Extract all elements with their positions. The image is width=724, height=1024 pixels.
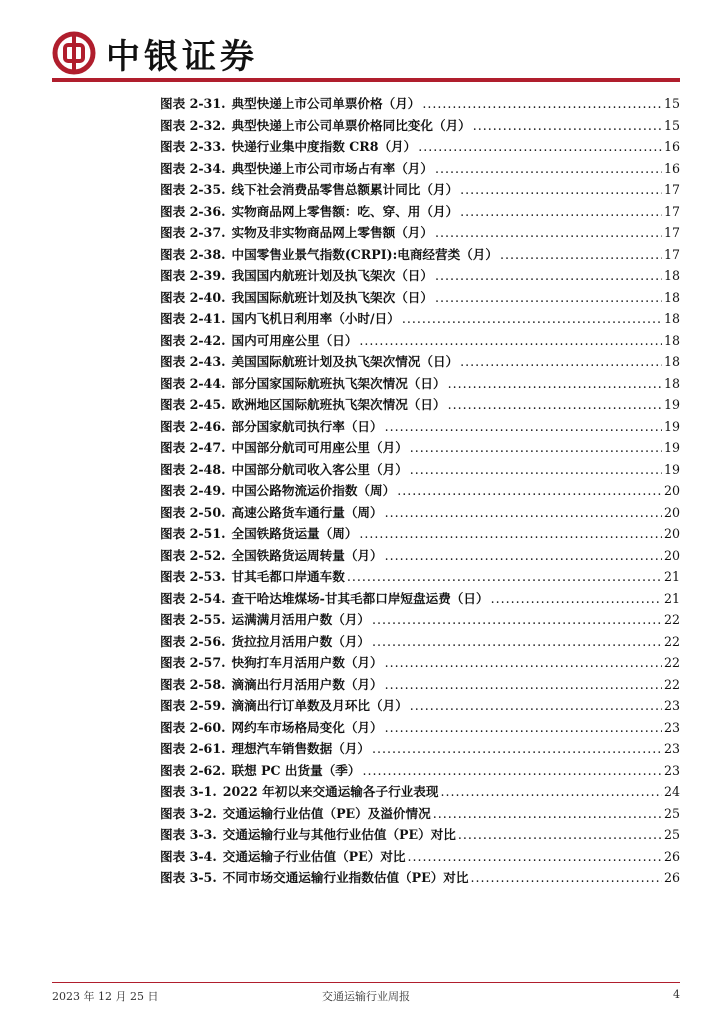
toc-entry-label: 图表 2-56.: [160, 633, 226, 649]
toc-entry-label: 图表 3-1.: [160, 784, 217, 799]
toc-entry-page: 25: [663, 827, 680, 842]
toc-leader-dots: [347, 569, 662, 584]
toc-entry[interactable]: [160, 136, 680, 158]
toc-leader-dots: [458, 827, 662, 842]
toc-entry[interactable]: [160, 308, 680, 330]
toc-entry-page: 17: [663, 203, 680, 219]
toc-entry[interactable]: [160, 545, 680, 567]
toc-entry-title: 中国零售业景气指数(CRPI):电商经营类（月）: [231, 246, 498, 262]
toc-entry-label: 图表 2-58.: [160, 676, 226, 692]
toc-entry-label: 图表 2-32.: [160, 117, 226, 133]
toc-entry[interactable]: [160, 158, 680, 180]
toc-leader-dots: [385, 677, 662, 692]
toc-leader-dots: [460, 354, 662, 369]
toc-leader-dots: [372, 612, 662, 627]
toc-entry[interactable]: [160, 609, 680, 631]
toc-leader-dots: [359, 333, 662, 348]
toc-entry[interactable]: [160, 846, 680, 868]
toc-entry-title: 国内飞机日利用率（小时/日）: [231, 311, 400, 326]
toc-entry[interactable]: [160, 244, 680, 266]
toc-entry-page: 19: [663, 440, 680, 455]
toc-entry-label: 图表 2-47.: [160, 440, 226, 455]
toc-entry[interactable]: [160, 523, 680, 545]
toc-entry[interactable]: [160, 201, 680, 223]
toc-entry-title: 部分国家国际航班执飞架次情况（日）: [231, 375, 446, 391]
toc-entry-page: 16: [663, 139, 680, 154]
toc-entry-title: 部分国家航司执行率（日）: [231, 418, 383, 434]
toc-leader-dots: [385, 419, 662, 434]
toc-entry-page: 20: [663, 547, 680, 563]
toc-entry-title: 理想汽车销售数据（月）: [231, 741, 371, 756]
toc-entry-label: 图表 2-50.: [160, 504, 226, 520]
toc-entry-title: 交通运输行业估值（PE）及溢价情况: [222, 805, 431, 821]
toc-entry-title: 典型快递上市公司单票价格同比变化（月）: [231, 117, 471, 133]
brand-name: 中银证券: [106, 36, 258, 77]
toc-entry-label: 图表 2-62.: [160, 762, 226, 778]
toc-entry-label: 图表 2-42.: [160, 332, 226, 348]
toc-leader-dots: [460, 182, 662, 197]
toc-entry-page: 18: [663, 332, 680, 348]
toc-entry-label: 图表 2-44.: [160, 375, 226, 391]
toc-entry-title: 滴滴出行订单数及月环比（月）: [231, 698, 408, 713]
toc-entry-label: 图表 2-49.: [160, 483, 226, 498]
toc-entry-label: 图表 2-33.: [160, 139, 226, 154]
toc-entry-title: 滴滴出行月活用户数（月）: [231, 676, 383, 692]
toc-leader-dots: [500, 247, 662, 262]
toc-leader-dots: [363, 763, 662, 778]
toc-entry-title: 实物及非实物商品网上零售额（月）: [231, 225, 433, 240]
toc-entry-title: 交通运输行业与其他行业估值（PE）对比: [222, 827, 456, 842]
toc-leader-dots: [408, 849, 662, 864]
page-header: [52, 30, 258, 76]
toc-entry[interactable]: [160, 115, 680, 137]
toc-leader-dots: [433, 806, 662, 821]
toc-entry-label: 图表 2-57.: [160, 655, 226, 670]
toc-leader-dots: [448, 397, 662, 412]
toc-leader-dots: [402, 311, 662, 326]
toc-entry[interactable]: [160, 760, 680, 782]
toc-entry-title: 联想 PC 出货量（季）: [231, 762, 361, 778]
toc-entry-label: 图表 3-3.: [160, 827, 217, 842]
toc-entry-label: 图表 2-34.: [160, 160, 226, 176]
footer-date: 2023 年 12 月 25 日: [52, 990, 159, 1003]
toc-entry-title: 运满满月活用户数（月）: [231, 612, 371, 627]
toc-leader-dots: [448, 376, 662, 391]
toc-leader-dots: [435, 268, 662, 283]
toc-entry-title: 快递行业集中度指数 CR8（月）: [231, 139, 417, 154]
toc-entry[interactable]: [160, 502, 680, 524]
toc-leader-dots: [410, 440, 662, 455]
toc-entry-title: 交通运输子行业估值（PE）对比: [222, 848, 406, 864]
toc-entry[interactable]: [160, 824, 680, 846]
toc-entry-label: 图表 2-46.: [160, 418, 226, 434]
toc-entry-title: 高速公路货车通行量（周）: [231, 504, 383, 520]
toc-entry[interactable]: [160, 738, 680, 760]
toc-entry-page: 23: [663, 719, 680, 735]
toc-entry[interactable]: [160, 437, 680, 459]
toc-entry-page: 22: [663, 655, 680, 670]
toc-leader-dots: [435, 225, 662, 240]
toc-entry[interactable]: [160, 416, 680, 438]
toc-entry-page: 26: [663, 870, 680, 885]
toc-entry-page: 20: [663, 526, 680, 541]
footer-doc-title: 交通运输行业周报: [322, 990, 410, 1003]
toc-entry-title: 快狗打车月活用户数（月）: [231, 655, 383, 670]
table-of-figures: [160, 93, 680, 889]
toc-entry[interactable]: [160, 867, 680, 889]
toc-entry-page: 23: [663, 698, 680, 713]
toc-entry[interactable]: [160, 803, 680, 825]
toc-entry-label: 图表 2-61.: [160, 741, 226, 756]
toc-entry-label: 图表 3-4.: [160, 848, 217, 864]
toc-entry-label: 图表 2-41.: [160, 311, 226, 326]
toc-entry-title: 网约车市场格局变化（月）: [231, 719, 383, 735]
toc-entry-label: 图表 2-35.: [160, 182, 226, 197]
toc-entry[interactable]: [160, 588, 680, 610]
toc-entry[interactable]: [160, 631, 680, 653]
toc-entry-page: 18: [663, 268, 680, 283]
toc-entry-page: 19: [663, 418, 680, 434]
toc-entry[interactable]: [160, 394, 680, 416]
toc-entry[interactable]: [160, 93, 680, 115]
toc-leader-dots: [397, 483, 662, 498]
toc-entry[interactable]: [160, 781, 680, 803]
toc-entry-label: 图表 2-39.: [160, 268, 226, 283]
toc-entry-label: 图表 2-48.: [160, 461, 226, 477]
toc-entry[interactable]: [160, 287, 680, 309]
header-rule: [52, 78, 680, 82]
toc-entry-page: 16: [663, 160, 680, 176]
toc-entry-title: 货拉拉月活用户数（月）: [231, 633, 371, 649]
toc-entry-page: 18: [663, 375, 680, 391]
toc-entry-page: 23: [663, 762, 680, 778]
toc-entry-label: 图表 2-36.: [160, 203, 226, 219]
toc-entry-label: 图表 2-59.: [160, 698, 226, 713]
toc-entry[interactable]: [160, 566, 680, 588]
toc-entry-title: 典型快递上市公司单票价格（月）: [231, 96, 421, 111]
toc-entry[interactable]: [160, 265, 680, 287]
toc-entry[interactable]: [160, 330, 680, 352]
toc-entry-title: 典型快递上市公司市场占有率（月）: [231, 160, 433, 176]
toc-leader-dots: [473, 118, 662, 133]
toc-entry[interactable]: [160, 351, 680, 373]
toc-leader-dots: [372, 634, 662, 649]
toc-entry-title: 国内可用座公里（日）: [231, 332, 358, 348]
toc-leader-dots: [410, 698, 662, 713]
toc-entry-label: 图表 2-43.: [160, 354, 226, 369]
toc-entry-title: 我国国际航班计划及执飞架次（日）: [231, 289, 433, 305]
toc-entry-label: 图表 2-45.: [160, 397, 226, 412]
toc-entry-page: 21: [663, 590, 680, 606]
toc-entry-title: 实物商品网上零售额：吃、穿、用（月）: [231, 203, 459, 219]
toc-entry-title: 欧洲地区国际航班执飞架次情况（日）: [231, 397, 446, 412]
toc-entry[interactable]: [160, 695, 680, 717]
toc-leader-dots: [460, 204, 662, 219]
toc-leader-dots: [359, 526, 662, 541]
toc-entry-title: 中国部分航司收入客公里（月）: [231, 461, 408, 477]
toc-entry-label: 图表 2-31.: [160, 96, 226, 111]
toc-entry-label: 图表 3-5.: [160, 870, 217, 885]
toc-entry-title: 全国铁路货运周转量（月）: [231, 547, 383, 563]
toc-entry-label: 图表 2-37.: [160, 225, 226, 240]
toc-entry[interactable]: [160, 652, 680, 674]
toc-entry-page: 25: [663, 805, 680, 821]
toc-entry-label: 图表 2-55.: [160, 612, 226, 627]
toc-entry-label: 图表 2-53.: [160, 569, 226, 584]
toc-entry[interactable]: [160, 459, 680, 481]
toc-entry-title: 美国国际航班计划及执飞架次情况（日）: [231, 354, 459, 369]
toc-leader-dots: [422, 96, 662, 111]
toc-entry-title: 中国公路物流运价指数（周）: [231, 483, 396, 498]
toc-leader-dots: [470, 870, 661, 885]
toc-leader-dots: [385, 505, 662, 520]
toc-entry-page: 22: [663, 633, 680, 649]
toc-entry[interactable]: [160, 717, 680, 739]
toc-leader-dots: [410, 462, 662, 477]
toc-entry-page: 22: [663, 612, 680, 627]
toc-leader-dots: [372, 741, 662, 756]
toc-entry-label: 图表 3-2.: [160, 805, 217, 821]
toc-entry-page: 21: [663, 569, 680, 584]
toc-entry-label: 图表 2-38.: [160, 246, 226, 262]
toc-entry-label: 图表 2-60.: [160, 719, 226, 735]
toc-entry-page: 19: [663, 397, 680, 412]
toc-leader-dots: [491, 591, 662, 606]
toc-entry-title: 不同市场交通运输行业指数估值（PE）对比: [222, 870, 469, 885]
toc-leader-dots: [418, 139, 662, 154]
toc-entry-page: 17: [663, 182, 680, 197]
toc-entry[interactable]: [160, 674, 680, 696]
toc-entry-label: 图表 2-51.: [160, 526, 226, 541]
boc-logo-icon: [52, 31, 96, 75]
toc-entry-label: 图表 2-54.: [160, 590, 226, 606]
toc-entry-page: 20: [663, 504, 680, 520]
toc-leader-dots: [435, 290, 662, 305]
toc-entry-title: 线下社会消费品零售总额累计同比（月）: [231, 182, 459, 197]
toc-entry-page: 23: [663, 741, 680, 756]
toc-entry-title: 中国部分航司可用座公里（月）: [231, 440, 408, 455]
toc-entry-page: 15: [663, 96, 680, 111]
toc-entry[interactable]: [160, 222, 680, 244]
toc-entry[interactable]: [160, 373, 680, 395]
toc-leader-dots: [385, 720, 662, 735]
toc-entry-page: 19: [663, 461, 680, 477]
toc-entry-label: 图表 2-40.: [160, 289, 226, 305]
toc-leader-dots: [435, 161, 662, 176]
toc-leader-dots: [440, 784, 662, 799]
toc-entry-label: 图表 2-52.: [160, 547, 226, 563]
toc-entry-page: 17: [663, 225, 680, 240]
toc-entry-title: 查干哈达堆煤场-甘其毛都口岸短盘运费（日）: [231, 590, 489, 606]
toc-entry-title: 甘其毛都口岸通车数: [231, 569, 345, 584]
toc-entry-title: 我国国内航班计划及执飞架次（日）: [231, 268, 433, 283]
toc-entry[interactable]: [160, 179, 680, 201]
toc-leader-dots: [385, 548, 662, 563]
toc-entry-page: 22: [663, 676, 680, 692]
toc-entry[interactable]: [160, 480, 680, 502]
toc-entry-page: 18: [663, 311, 680, 326]
toc-entry-page: 18: [663, 289, 680, 305]
toc-entry-page: 20: [663, 483, 680, 498]
toc-entry-page: 24: [663, 784, 680, 799]
toc-entry-page: 18: [663, 354, 680, 369]
toc-entry-page: 26: [663, 848, 680, 864]
footer-page-number: 4: [673, 988, 680, 1001]
toc-entry-page: 17: [663, 246, 680, 262]
footer-rule: [52, 982, 680, 983]
toc-entry-title: 全国铁路货运量（周）: [231, 526, 358, 541]
toc-leader-dots: [385, 655, 662, 670]
toc-entry-page: 15: [663, 117, 680, 133]
toc-entry-title: 2022 年初以来交通运输各子行业表现: [222, 784, 439, 799]
